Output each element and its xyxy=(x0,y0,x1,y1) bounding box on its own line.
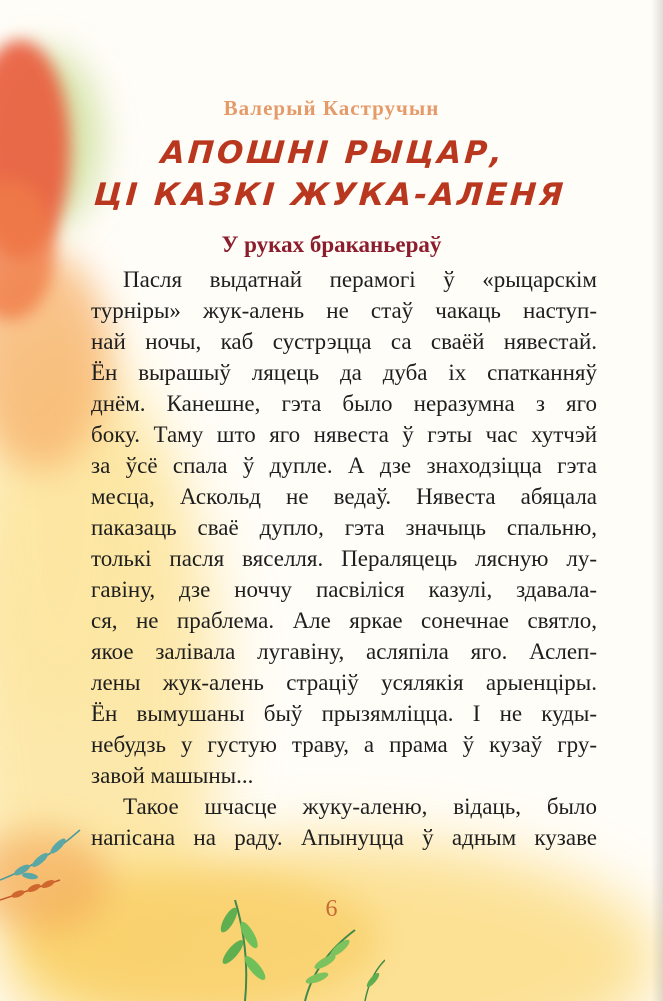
text-line: месца, Аскольд не ведаў. Нявеста абяцала xyxy=(91,484,597,509)
text-line: най ночы, каб сустрэцца са сваёй нявестай. xyxy=(91,329,597,354)
text-line: днём. Канешне, гэта было неразумна з яго xyxy=(91,391,597,416)
text-line: Пасля выдатнай перамогі ў «рыцарскім xyxy=(123,267,597,292)
text-line: за ўсё спала ў дупле. А дзе знаходзіцца гэта xyxy=(91,453,597,478)
text-line: турніры» жук-алень не стаў чакаць наступ- xyxy=(91,298,597,323)
text-line: лены жук-алень страціў усялякія арыенціры. xyxy=(91,670,597,695)
leaf-branch-icon xyxy=(0,810,90,910)
title-line-2: ЦІ КАЗКІ ЖУКА-АЛЕНЯ xyxy=(92,177,568,213)
title-line-1: АПОШНІ РЫЦАР, xyxy=(159,135,507,171)
author-name: Валерый Кастручын xyxy=(223,96,440,120)
text-line: паказаць сваё дупло, гэта значыць спальню, xyxy=(91,515,597,540)
text-line: Ён вымушаны быў прызямліцца. І не куды- xyxy=(91,701,597,726)
body-text xyxy=(91,264,597,853)
paragraph-1 xyxy=(91,264,597,791)
text-line: завой машыны... xyxy=(91,763,254,788)
text-line: ся, не праблема. Але яркае сонечнае святло, xyxy=(91,608,597,633)
text-line: Такое шчасце жуку-аленю, відаць, было xyxy=(123,794,597,819)
text-line: напісана на раду. Апынуцца ў адным кузаве xyxy=(91,825,597,850)
text-line: якое залівала лугавіну, асляпіла яго. Аслеп- xyxy=(91,639,597,664)
text-line: Ён вырашыў ляцець да дуба іх спатканняў xyxy=(91,360,597,385)
text-line: толькі пасля вяселля. Пераляцець лясную лу- xyxy=(91,546,597,571)
text-line: гавіну, дзе ноччу пасвіліся казулі, здавала- xyxy=(91,577,597,602)
paragraph-2 xyxy=(91,791,597,853)
text-line: небудзь у густую траву, а прама ў кузаў гру- xyxy=(91,732,597,757)
book-title xyxy=(0,132,663,216)
text-line: боку. Таму што яго нявеста ў гэты час хутчэй xyxy=(91,422,597,447)
chapter-title: У руках браканьераў xyxy=(221,232,442,257)
page-number: 6 xyxy=(325,896,338,922)
